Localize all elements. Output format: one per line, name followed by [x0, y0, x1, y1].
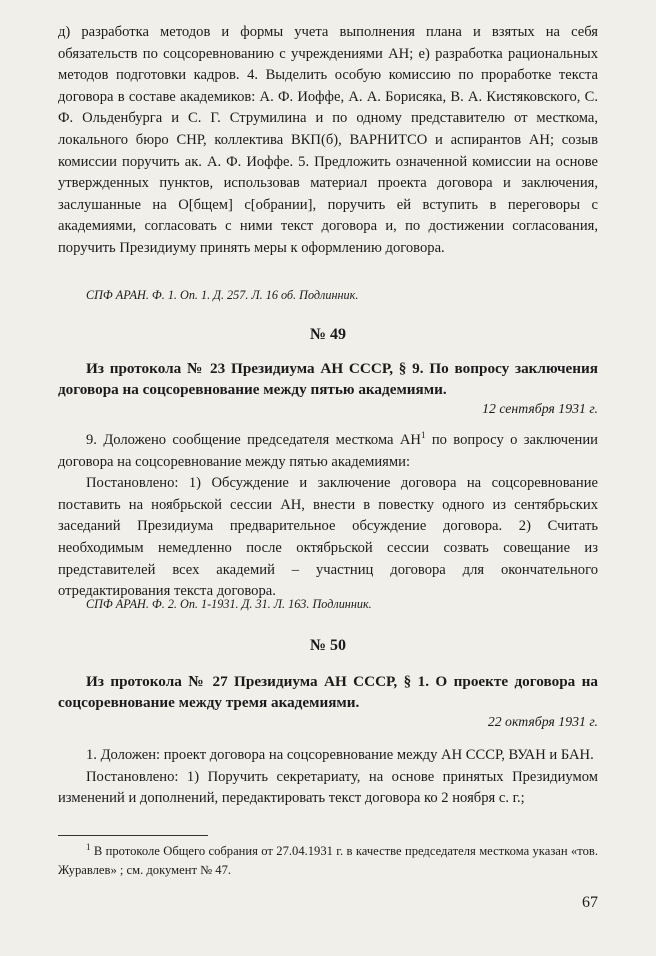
document-body-49	[58, 430, 598, 603]
footnote-marker: 1	[86, 841, 91, 852]
document-heading-49: Из протокола № 23 Президиума АН СССР, § 9. По вопросу заключения договора на соцсоревнование между пятью академиями.	[58, 360, 598, 398]
document-heading-50: Из протокола № 27 Президиума АН СССР, § 1. О проекте договора на соцсоревнование между тремя академиями.	[58, 673, 598, 711]
paragraph-50-1: 1. Доложен: проект договора на соцсоревнование между АН СССР, ВУАН и БАН.	[86, 747, 594, 763]
document-number-50: № 50	[309, 637, 347, 654]
document-body-50	[58, 745, 598, 810]
document-date-49: 12 сентября 1931 г.	[482, 401, 598, 416]
source-citation-49: СПФ АРАН. Ф. 2. Оп. 1-1931. Д. 31. Л. 163. Подлинник.	[86, 597, 372, 611]
paragraph-49-1-text-b: по вопросу о заключении договора на соцсоревнование между пятью академиями:	[58, 432, 598, 470]
document-number-49: № 49	[309, 326, 347, 343]
paragraph-49-1	[58, 430, 598, 473]
top-paragraph: д) разработка методов и формы учета выполнения плана и взятых на себя обязательств по соцсоревнованию с учреждениями АН; е) разработка рациональных методов подготовки кадров. 4. Выделить особую комиссию по проработке текста договора в составе академиков: А. Ф. Иоффе, А. А. Борисяка, В. А. Кистяковского, С. Ф. Ольденбурга и С. Г. Струмилина и по одному представителю от месткома, локального бюро СНР, коллектива ВКП(б), ВАРНИТСО и аспирантов АН; созыв комиссии поручить ак. А. Ф. Иоффе. 5. Предложить означенной комиссии на основе утвержденных пунктов, использовав материал проекта договора и заключения, заслушанные на О[бщем] с[обрании], поручить ей вступить в переговоры с академиями, согласовать с ними текст договора и, по достижении согласования, поручить Президиуму принять меры к оформлению договора.	[58, 24, 598, 256]
footnote-text: В протоколе Общего собрания от 27.04.1931 г. в качестве председателя месткома указан «тов. Журавлев» ; см. документ № 47.	[58, 844, 598, 877]
source-citation-1: СПФ АРАН. Ф. 1. Оп. 1. Д. 257. Л. 16 об. Подлинник.	[86, 288, 359, 302]
document-date-50: 22 октября 1931 г.	[487, 714, 598, 729]
footnote-ref-1: 1	[420, 430, 426, 441]
footnote-divider	[58, 835, 208, 836]
paragraph-49-1-text-a: 9. Доложено сообщение председателя месткома АН	[86, 432, 421, 448]
paragraph-49-2: Постановлено: 1) Обсуждение и заключение договора на соцсоревнование поставить на ноябрьской сессии АН, внести в повестку одного из сентябрьских заседаний Президиума предварительное обсуждение договора. 2) Считать необходимым немедленно после октябрьской сессии созвать совещание из представителей всех академий – участниц договора для окончательного отредактирования текста договора.	[58, 475, 598, 600]
page-number: 67	[582, 894, 598, 911]
paragraph-50-2: Постановлено: 1) Поручить секретариату, на основе принятых Президиумом изменений и дополнений, передактировать текст договора ко 2 ноября с. г.;	[58, 768, 598, 807]
footnote	[58, 842, 598, 879]
